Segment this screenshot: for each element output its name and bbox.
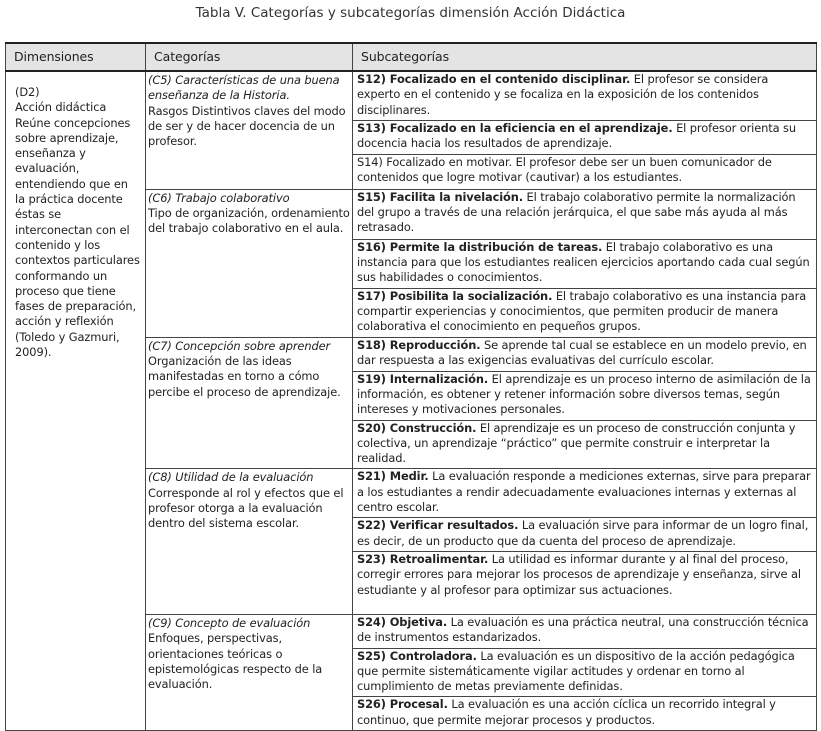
subcategory-code: S18) Reproducción. xyxy=(357,337,481,352)
subcategory-code: S13) Focalizado en la eficiencia en el aprendizaje. xyxy=(357,120,673,135)
subcategory-code: S17) Posibilita la socialización. xyxy=(357,288,553,303)
subcategory-cell xyxy=(353,337,817,371)
category-cell-c5 xyxy=(146,71,353,189)
table-row xyxy=(6,71,817,120)
subcategory-text: El trabajo colaborativo es una instancia para compartir experiencias y conocimientos, que permiten producir de manera colaborativa el conocimiento en pequeños grupos. xyxy=(357,288,807,334)
subcategory-code: S25) Controladora. xyxy=(357,648,477,663)
subcategory-cell xyxy=(353,469,817,518)
subcategory-text: El profesor se considera experto en el contenido y se focaliza en la exposición de los contenidos disciplinares. xyxy=(357,72,769,117)
category-cell-c9 xyxy=(146,614,353,730)
category-description: Corresponde al rol y efectos que el profesor otorga a la evaluación dentro del sistema escolar. xyxy=(148,485,344,531)
subcategory-text: Se aprende tal cual se establece en un modelo previo, en dar respuesta a las exigencias evaluativas del currículo escolar. xyxy=(357,337,807,367)
dimension-text: Acción didáctica Reúne concepciones sobre aprendizaje, enseñanza y evaluación, entendiendo que en la práctica docente éstas se interconectan con el contenido y los contextos particulares conformando un proceso que tiene fases de preparación, acción y reflexión (Toledo y Gazmuri, 2009). xyxy=(15,100,140,360)
subcategory-text: La evaluación es una acción cíclica un recorrido integral y continuo, que permite mejorar procesos y productos. xyxy=(357,697,776,727)
category-name: (C7) Concepción sobre aprender xyxy=(148,338,331,353)
category-cell-c7 xyxy=(146,337,353,469)
subcategory-text: El aprendizaje es un proceso de construcción conjunta y colectiva, un aprendizaje “práctico” que permite construir e interpretar la realidad. xyxy=(357,420,796,466)
subcategory-text: El profesor orienta su docencia hacia los resultados de aprendizaje. xyxy=(357,120,796,151)
subcategory-cell xyxy=(353,614,817,648)
subcategory-text: El aprendizaje es un proceso interno de asimilación de la información, es obtener y retener información sobre diversos temas, según intereses y motivaciones personales. xyxy=(357,371,811,417)
subcategory-code: S15) Facilita la nivelación. xyxy=(357,189,524,204)
category-name: (C5) Características de una buena enseñanza de la Historia. xyxy=(148,73,340,103)
category-cell-c6 xyxy=(146,189,353,337)
subcategory-text: La evaluación es una práctica neutral, una construcción técnica de instrumentos estandarizados. xyxy=(357,614,809,645)
subcategory-cell xyxy=(353,154,817,189)
subcategory-cell xyxy=(353,71,817,120)
subcategory-cell xyxy=(353,697,817,731)
subcategory-code: S20) Construcción. xyxy=(357,420,477,435)
subcategory-code: S23) Retroalimentar. xyxy=(357,551,489,566)
subcategory-code: S19) Internalización. xyxy=(357,371,489,386)
category-cell-c8 xyxy=(146,469,353,614)
subcategory-cell xyxy=(353,371,817,420)
subcategory-code: S21) Medir. xyxy=(357,469,429,484)
header-row xyxy=(6,43,817,71)
category-name: (C6) Trabajo colaborativo xyxy=(148,190,290,205)
subcategory-cell xyxy=(353,239,817,288)
category-description: Tipo de organización, ordenamiento del trabajo colaborativo en el aula. xyxy=(148,206,350,236)
subcategory-cell xyxy=(353,288,817,337)
subcategory-text: El trabajo colaborativo permite la normalización del grupo a través de una relación jerárquica, el que sabe más ayuda al más retrasado. xyxy=(357,189,796,235)
subcategory-text: La evaluación responde a mediciones externas, sirve para preparar a los estudiantes a rendir adecuadamente evaluaciones internas y externas al centro escolar. xyxy=(357,469,811,515)
subcategory-text: La utilidad es informar durante y al final del proceso, corregir errores para mejorar los procesos de aprendizaje y enseñanza, sirve al estudiante y al profesor para optimizar sus actuaciones. xyxy=(357,551,801,597)
subcategory-code: S22) Verificar resultados. xyxy=(357,518,519,533)
subcategory-text: La evaluación es un dispositivo de la acción pedagógica que permite sistemáticamente vigilar actitudes y ordenar en torno al cumplimiento de metas previamente definidas. xyxy=(357,648,795,694)
subcategory-cell xyxy=(353,551,817,614)
subcategory-code: S12) Focalizado en el contenido disciplinar. xyxy=(357,72,631,86)
table-caption: Tabla V. Categorías y subcategorías dimensión Acción Didáctica xyxy=(195,5,626,21)
subcategory-cell xyxy=(353,648,817,697)
subcategory-text: La evaluación sirve para informar de un logro final, es decir, de un producto que da cuenta del proceso de aprendizaje. xyxy=(357,518,809,548)
subcategory-code: S24) Objetiva. xyxy=(357,614,448,629)
category-description: Organización de las ideas manifestadas en torno a cómo percibe el proceso de aprendizaje. xyxy=(148,353,341,399)
subcategory-code: S26) Procesal. xyxy=(357,697,448,712)
subcategory-code: S16) Permite la distribución de tareas. xyxy=(357,239,603,254)
subcategory-cell xyxy=(353,518,817,552)
subcategory-cell xyxy=(353,189,817,239)
subcategory-text: S14) Focalizado en motivar. El profesor debe ser un buen comunicador de contenidos que logre motivar (cautivar) a los estudiantes. xyxy=(357,154,772,185)
dimension-code: (D2) xyxy=(15,85,40,99)
header-categories: Categorías xyxy=(146,43,353,71)
category-name: (C9) Concepto de evaluación xyxy=(148,615,311,630)
category-description: Rasgos Distintivos claves del modo de ser y de hacer docencia de un profesor. xyxy=(148,103,346,149)
subcategory-text: El trabajo colaborativo es una instancia para que los estudiantes realicen ejercicios aportando cada cual según sus habilidades o conocimientos. xyxy=(357,239,810,285)
dimension-cell xyxy=(6,71,146,731)
header-dimensions: Dimensiones xyxy=(6,43,146,71)
category-description: Enfoques, perspectivas, orientaciones teóricas o epistemológicas respecto de la evaluación. xyxy=(148,631,323,692)
category-name: (C8) Utilidad de la evaluación xyxy=(148,470,314,485)
subcategory-cell xyxy=(353,120,817,154)
subcategory-cell xyxy=(353,420,817,469)
categories-table xyxy=(5,42,817,731)
header-subcategories: Subcategorías xyxy=(353,43,817,71)
